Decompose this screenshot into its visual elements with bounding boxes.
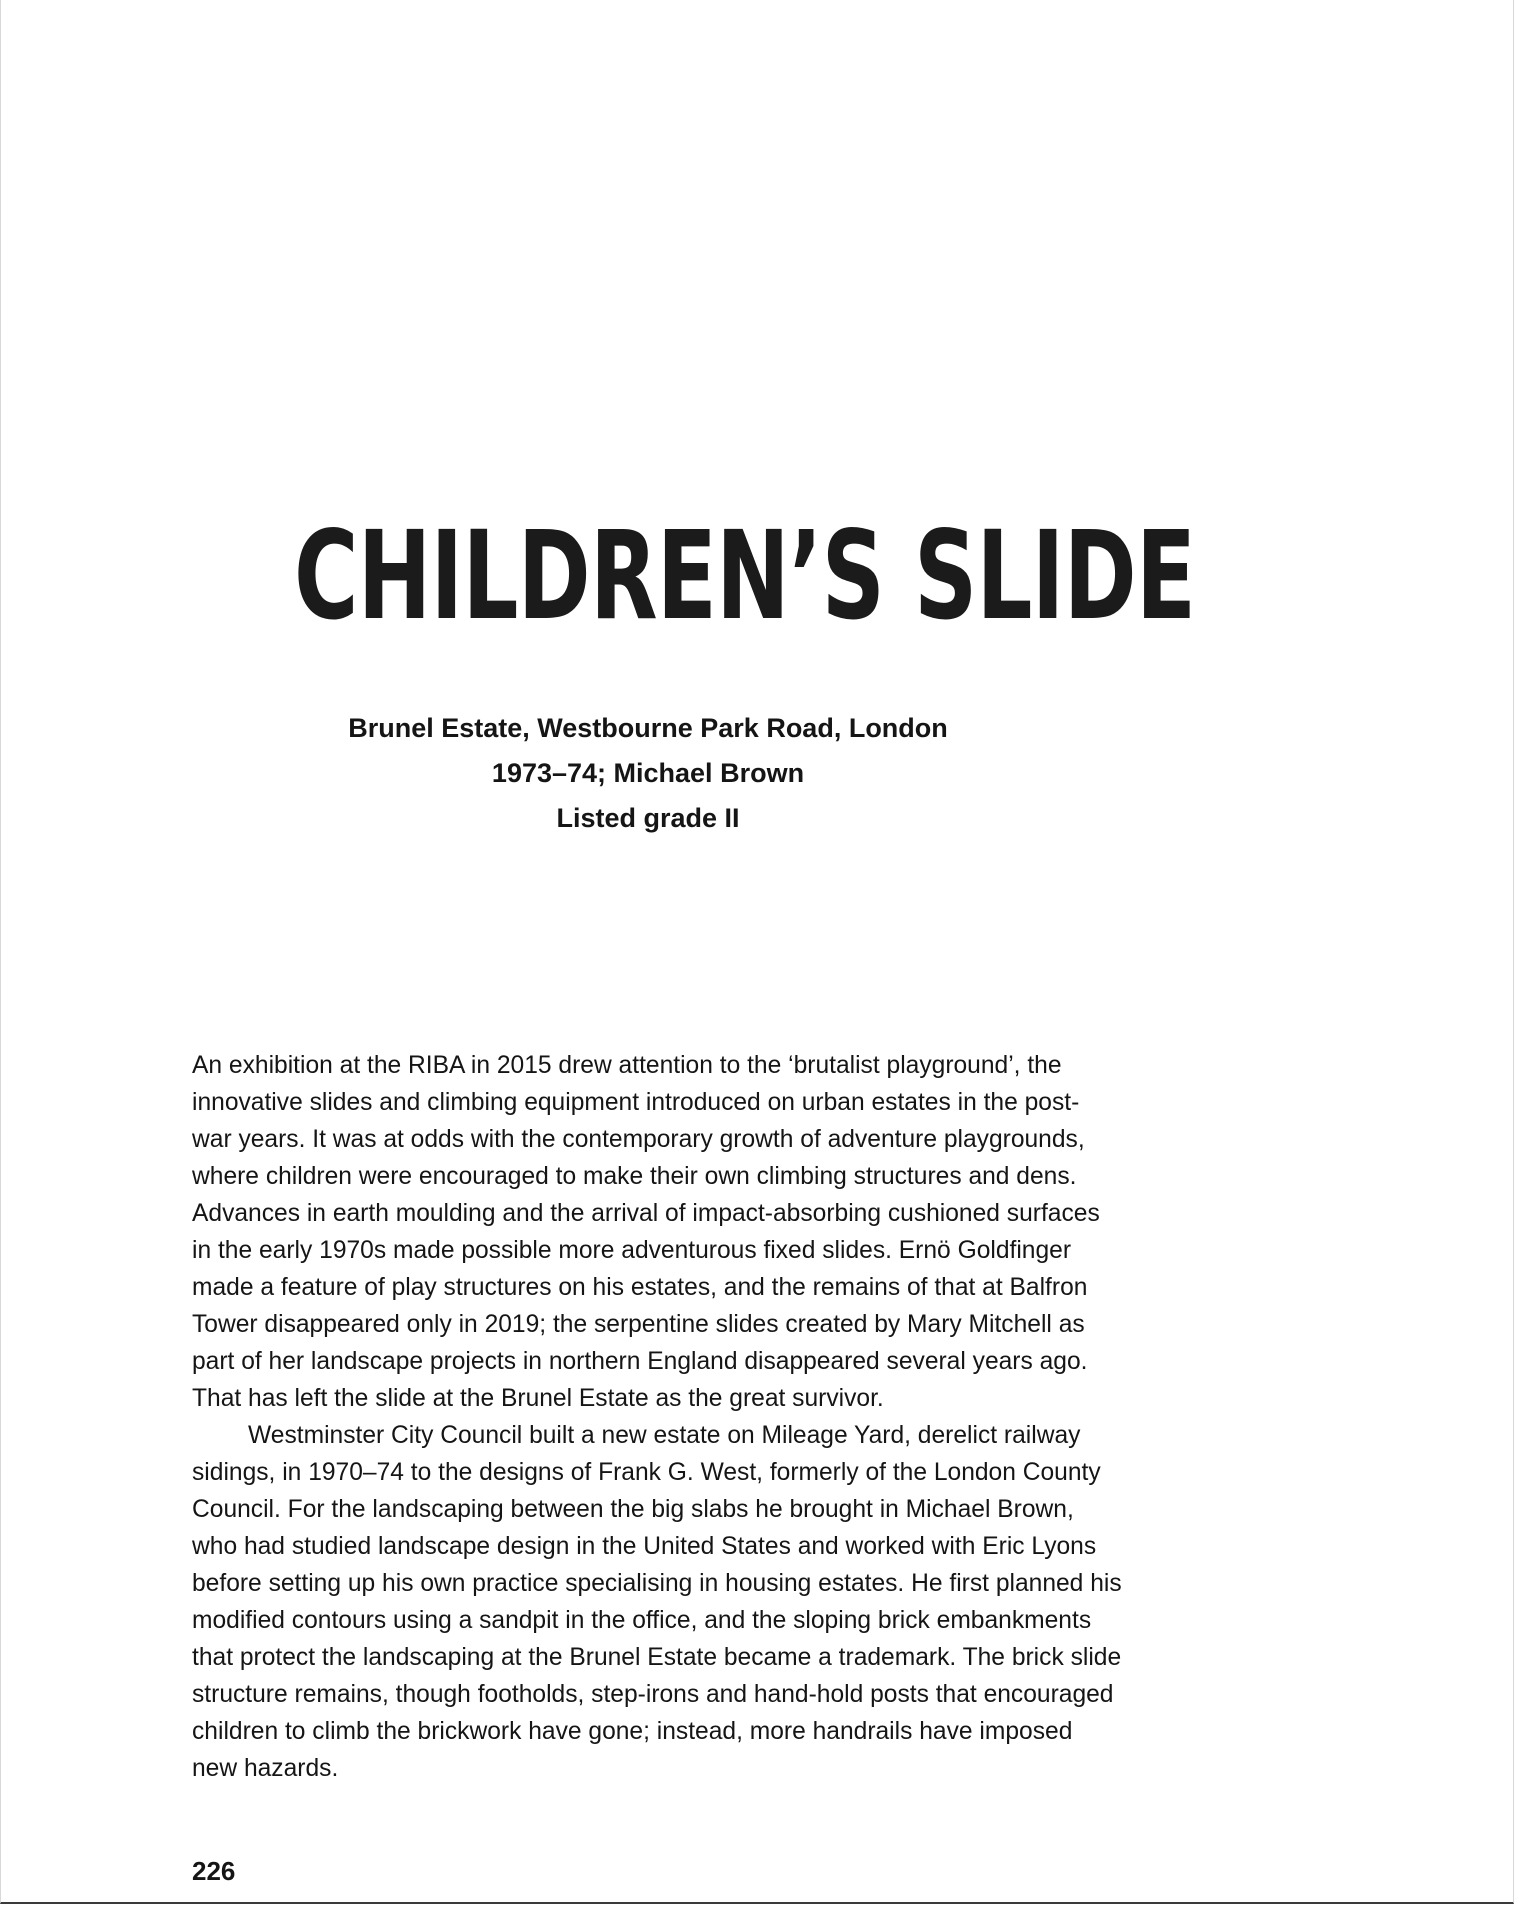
text-line: that protect the landscaping at the Brunel Estate became a trademark. The brick slide <box>192 1644 1122 1671</box>
text-line: new hazards. <box>192 1755 339 1782</box>
text-line: children to climb the brickwork have gone; instead, more handrails have imposed <box>192 1718 1073 1745</box>
page-title: CHILDREN’S SLIDE <box>294 505 1196 647</box>
text-line: Westminster City Council built a new estate on Mileage Yard, derelict railway <box>248 1422 1081 1449</box>
location-line: Brunel Estate, Westbourne Park Road, London <box>348 713 948 743</box>
text-line: in the early 1970s made possible more adventurous fixed slides. Ernö Goldfinger <box>192 1237 1072 1264</box>
text-line: Tower disappeared only in 2019; the serpentine slides created by Mary Mitchell as <box>192 1311 1085 1338</box>
text-line: innovative slides and climbing equipment introduced on urban estates in the post- <box>192 1089 1080 1116</box>
entry-details <box>288 706 1008 841</box>
text-line: war years. It was at odds with the contemporary growth of adventure playgrounds, <box>192 1126 1085 1153</box>
paragraph-1 <box>192 1047 1122 1417</box>
body-text <box>192 1047 1122 1787</box>
text-line: An exhibition at the RIBA in 2015 drew attention to the ‘brutalist playground’, the <box>192 1052 1062 1079</box>
text-line: before setting up his own practice specialising in housing estates. He first planned his <box>192 1570 1122 1597</box>
text-line: That has left the slide at the Brunel Estate as the great survivor. <box>192 1385 884 1412</box>
paragraph-2 <box>192 1417 1122 1787</box>
text-line: who had studied landscape design in the United States and worked with Eric Lyons <box>192 1533 1097 1560</box>
text-line: structure remains, though footholds, step-irons and hand-hold posts that encouraged <box>192 1681 1114 1708</box>
text-line: sidings, in 1970–74 to the designs of Frank G. West, formerly of the London County <box>192 1459 1101 1486</box>
listing-line: Listed grade II <box>556 803 740 833</box>
date-architect-line: 1973–74; Michael Brown <box>491 758 805 788</box>
page-number: 226 <box>192 1856 236 1886</box>
text-line: Council. For the landscaping between the big slabs he brought in Michael Brown, <box>192 1496 1074 1523</box>
text-line: part of her landscape projects in northern England disappeared several years ago. <box>192 1348 1088 1375</box>
text-line: made a feature of play structures on his estates, and the remains of that at Balfron <box>192 1274 1088 1301</box>
text-line: where children were encouraged to make their own climbing structures and dens. <box>192 1163 1077 1190</box>
text-line: modified contours using a sandpit in the office, and the sloping brick embankments <box>192 1607 1092 1634</box>
text-line: Advances in earth moulding and the arrival of impact-absorbing cushioned surfaces <box>192 1200 1100 1227</box>
